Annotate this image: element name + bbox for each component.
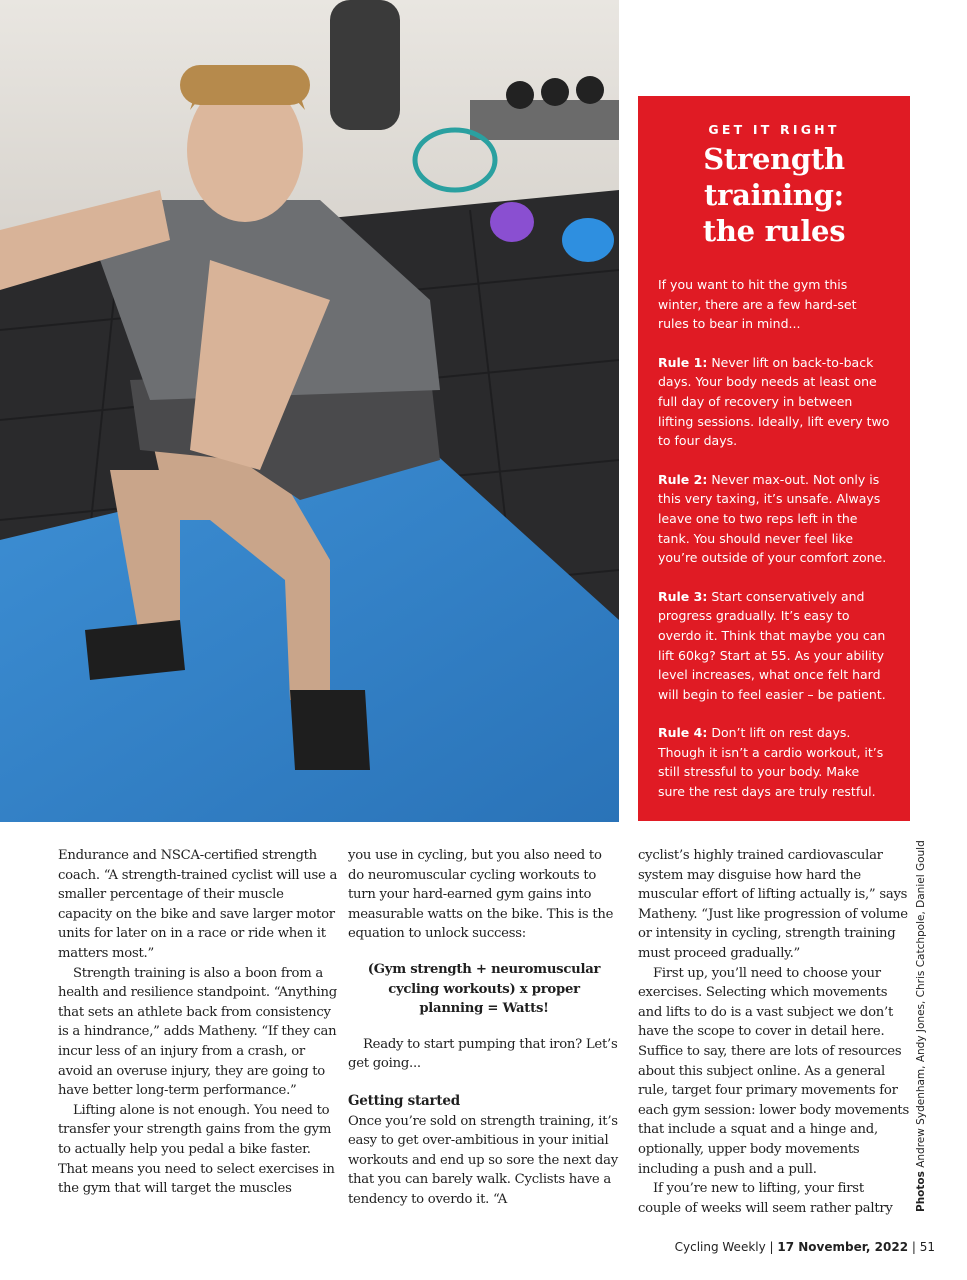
body-column-2 [348, 846, 620, 1210]
rule-label: Rule 1: [658, 354, 708, 370]
squat-illustration [0, 0, 619, 822]
paragraph: Endurance and NSCA-certified strength coach. “A strength-trained cyclist will use a smaller percentage of their muscle capacity on the bike and save larger motor units for later on in a race or ride when it matters most.” [58, 848, 338, 961]
rule-text: Never max-out. Not only is this very taxing, it’s unsafe. Always leave one to two reps left in the tank. You should never feel like you’re outside of your comfort zone. [658, 471, 887, 566]
body-column-3 [638, 846, 910, 1218]
paragraph: First up, you’ll need to choose your exercises. Selecting which movements and lifts to do is a vast subject we don’t have the scope to cover in detail here. Suffice to say, there are lots of resources about this subject online. As a general rule, target four primary movements for each gym session: lower body movements that include a squat and a hinge and, optionally, upper body movements including a push and a pull. [638, 965, 909, 1177]
credit-label: Photos [915, 1171, 927, 1212]
rule-text: Never lift on back-to-back days. Your body needs at least one full day of recovery in between lifting sessions. Ideally, lift every two to four days. [658, 354, 890, 449]
paragraph: Lifting alone is not enough. You need to transfer your strength gains from the gym to actually help you pedal a bike faster. That means you need to select exercises in the gym that will target the muscles [58, 1102, 335, 1197]
body-column-1 [58, 846, 340, 1199]
paragraph: cyclist’s highly trained cardiovascular system may disguise how hard the muscular effort of lifting actually is,” says Matheny. “Just like progression of volume or intensity in cycling, strength training must proceed gradually.” [638, 848, 908, 961]
footer-page-number: | 51 [908, 1240, 935, 1254]
rule-4 [658, 723, 890, 801]
photo-credit [913, 840, 929, 1212]
paragraph: Strength training is also a boon from a health and resilience standpoint. “Anything that sets an athlete back from consistency is a hindrance,” adds Matheny. “If they can incur less of an injury from a crash, or avoid an overuse injury, they are going to have better long-term performance.” [58, 965, 337, 1099]
subheading: Getting started [348, 1092, 460, 1109]
page-footer [675, 1240, 935, 1254]
paragraph: If you’re new to lifting, your first couple of weeks will seem rather paltry [638, 1181, 893, 1216]
rule-label: Rule 4: [658, 725, 708, 741]
paragraph: Once you’re sold on strength training, it’s easy to get over-ambitious in your initial workouts and end up so sore the next day that you can barely walk. Cyclists have a tendency to overdo it. “A [348, 1113, 618, 1207]
credit-names: Andrew Sydenham, Andy Jones, Chris Catchpole, Daniel Gould [915, 840, 927, 1172]
sidebar-kicker: GET IT RIGHT [708, 122, 840, 137]
sidebar-intro: If you want to hit the gym this winter, there are a few hard-set rules to bear in mind... [658, 277, 857, 332]
rule-3 [658, 587, 890, 705]
footer-magazine: Cycling Weekly | [674, 1240, 778, 1254]
sidebar-title-line: Strength [703, 142, 845, 176]
paragraph: you use in cycling, but you also need to do neuromuscular cycling workouts to turn your hard-earned gym gains into measurable watts on the bike. This is the equation to unlock success: [348, 848, 614, 942]
equation: (Gym strength + neuromuscular cycling workouts) x proper planning = Watts! [367, 961, 601, 1017]
footer-date: 17 November, 2022 [777, 1240, 909, 1254]
sidebar-title-line: the rules [702, 214, 846, 248]
paragraph: Ready to start pumping that iron? Let’s get going... [348, 1036, 618, 1072]
rule-label: Rule 3: [658, 588, 708, 604]
rule-text: Start conservatively and progress gradually. It’s easy to overdo it. Think that maybe you can lift 60kg? Start at 55. As your ability level increases, what once felt hard will begin to feel easier – be patient. [658, 588, 886, 702]
rule-text: Don’t lift on rest days. Though it isn’t a cardio workout, it’s still stressful to your body. Make sure the rest days are truly restful. [658, 725, 884, 800]
rule-1 [658, 353, 890, 451]
rule-label: Rule 2: [658, 471, 708, 487]
hero-photo [0, 0, 619, 822]
rule-2 [658, 470, 890, 568]
rules-sidebar [638, 96, 910, 821]
sidebar-title-line: training: [704, 178, 844, 212]
sidebar-title [658, 141, 890, 249]
